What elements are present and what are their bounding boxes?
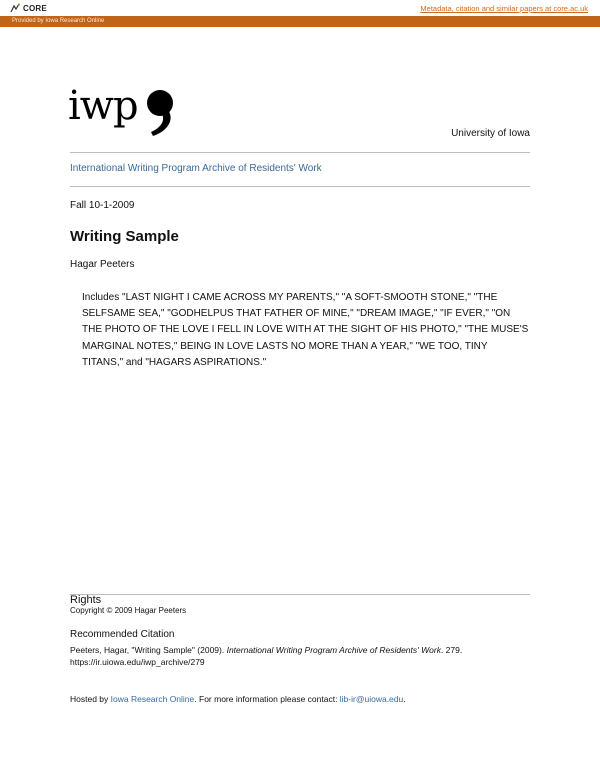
iowa-research-online-link[interactable]: Iowa Research Online (110, 694, 195, 704)
contact-email-link[interactable]: lib-ir@uiowa.edu (339, 694, 404, 704)
hosted-prefix: Hosted by (70, 694, 111, 704)
comma-logo-icon (144, 88, 178, 138)
core-bar (0, 0, 600, 16)
citation-text (70, 645, 462, 655)
citation-url[interactable]: https://ir.uiowa.edu/iwp_archive/279 (70, 657, 205, 667)
provided-by-text[interactable]: Provided by Iowa Research Online (12, 17, 105, 24)
citation-series: International Writing Program Archive of Residents' Work (226, 645, 441, 655)
citation-suffix: . 279. (440, 645, 463, 655)
iwp-logo-text: iwp (68, 83, 138, 129)
abstract-text: Includes "LAST NIGHT I CAME ACROSS MY PARENTS," "A SOFT-SMOOTH STONE," "THE SELFSAME SEA," "GODHELPUS THAT FATHER OF MINE," "DREAM IMAGE," "IF EVER," "ON THE PHOTO OF THE LOVE I FELL IN LOVE WITH AT THE SIGHT OF HIS PHOTO," "THE MUSE'S MARGINAL NOTES," BEING IN LOVE LASTS NO MORE THAN A YEAR," "WE TOO, TINY TITANS," and "HAGARS ASPIRATIONS." (82, 292, 529, 368)
divider (70, 186, 530, 187)
archive-link[interactable]: International Writing Program Archive of Residents' Work (70, 163, 322, 174)
divider (70, 152, 530, 153)
citation-heading: Recommended Citation (70, 629, 175, 640)
document-title: Writing Sample (70, 228, 179, 245)
author-name: Hagar Peeters (70, 259, 135, 270)
core-metadata-link[interactable]: Metadata, citation and similar papers at core.ac.uk (420, 4, 588, 13)
core-logo-icon (10, 3, 20, 13)
hosted-by-line (70, 694, 406, 704)
university-label: University of Iowa (451, 128, 530, 139)
core-logo[interactable] (10, 3, 47, 13)
provided-by-bar (0, 16, 600, 27)
citation-prefix: Peeters, Hagar, "Writing Sample" (2009). (70, 645, 227, 655)
hosted-suffix: . (403, 694, 406, 704)
iwp-logo (68, 83, 178, 138)
core-logo-text: CORE (23, 3, 47, 13)
publication-date: Fall 10-1-2009 (70, 200, 135, 211)
divider (70, 594, 530, 595)
hosted-middle: . For more information please contact: (194, 694, 340, 704)
rights-text: Copyright © 2009 Hagar Peeters (70, 606, 187, 615)
rights-heading: Rights (70, 594, 102, 606)
